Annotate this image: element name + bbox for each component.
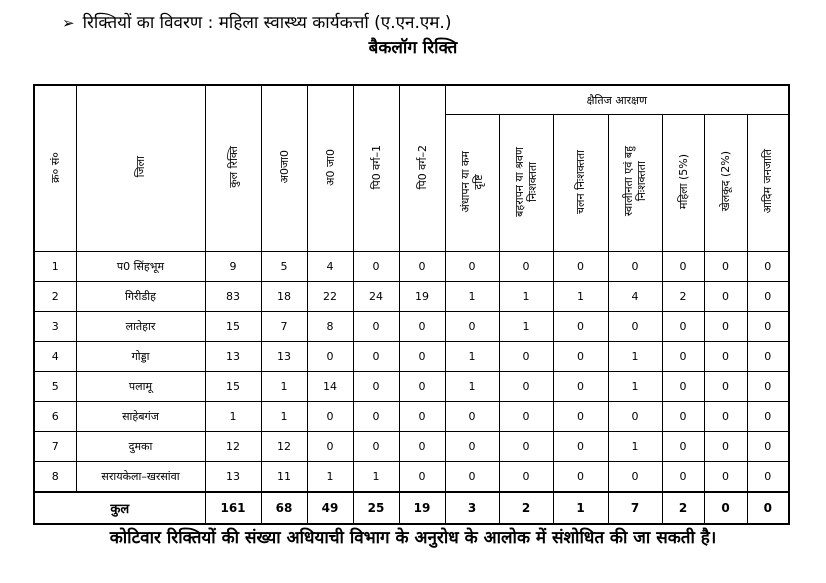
- total-cell: 3: [445, 492, 499, 524]
- cell-autism: 0: [608, 402, 662, 432]
- cell-loco: 0: [553, 402, 608, 432]
- total-cell: 1: [553, 492, 608, 524]
- cell-women: 2: [662, 282, 704, 312]
- header-tribal: आदिम जनजाति: [747, 115, 789, 252]
- cell-district: गिरीडीह: [76, 282, 205, 312]
- total-cell: 161: [205, 492, 261, 524]
- cell-sports: 0: [704, 402, 747, 432]
- cell-sc: 13: [261, 342, 307, 372]
- header-sc: अ0जा0: [261, 85, 307, 252]
- cell-bc1: 0: [353, 312, 399, 342]
- cell-total: 13: [205, 462, 261, 493]
- cell-autism: 0: [608, 312, 662, 342]
- cell-deaf: 1: [499, 282, 553, 312]
- total-cell: 2: [662, 492, 704, 524]
- cell-sc: 12: [261, 432, 307, 462]
- cell-sports: 0: [704, 252, 747, 282]
- cell-deaf: 0: [499, 432, 553, 462]
- cell-total: 12: [205, 432, 261, 462]
- cell-autism: 1: [608, 342, 662, 372]
- arrow-bullet-icon: ➢: [62, 14, 75, 32]
- cell-deaf: 1: [499, 312, 553, 342]
- cell-st: 14: [307, 372, 353, 402]
- cell-women: 0: [662, 252, 704, 282]
- cell-bc1: 0: [353, 402, 399, 432]
- cell-tribal: 0: [747, 312, 789, 342]
- header-deaf: बहरापन या श्रवण निःशक्तता: [499, 115, 553, 252]
- table-row: [34, 402, 789, 432]
- page-title: [62, 10, 451, 33]
- cell-deaf: 0: [499, 462, 553, 493]
- table-row: [34, 312, 789, 342]
- cell-women: 0: [662, 432, 704, 462]
- cell-total: 83: [205, 282, 261, 312]
- cell-tribal: 0: [747, 372, 789, 402]
- cell-autism: 4: [608, 282, 662, 312]
- cell-sports: 0: [704, 372, 747, 402]
- cell-total: 9: [205, 252, 261, 282]
- cell-st: 0: [307, 402, 353, 432]
- cell-sports: 0: [704, 342, 747, 372]
- total-row: [34, 492, 789, 524]
- title-text: रिक्तियों का विवरण : महिला स्वास्थ्य कार्यकर्त्ता (ए.एन.एम.): [82, 13, 452, 33]
- table-row: [34, 252, 789, 282]
- cell-sc: 18: [261, 282, 307, 312]
- cell-loco: 0: [553, 312, 608, 342]
- cell-district: लातेहार: [76, 312, 205, 342]
- header-locomotor: चलन निःशक्तता: [553, 115, 608, 252]
- header-women: महिला (5%): [662, 115, 704, 252]
- cell-district: साहेबगंज: [76, 402, 205, 432]
- footnote: कोटिवार रिक्तियों की संख्या अधियाची विभाग के अनुरोध के आलोक में संशोधित की जा सकती है।: [109, 528, 717, 548]
- cell-tribal: 0: [747, 462, 789, 493]
- cell-women: 0: [662, 342, 704, 372]
- cell-blind: 0: [445, 252, 499, 282]
- cell-sn: 1: [34, 252, 76, 282]
- cell-sports: 0: [704, 312, 747, 342]
- header-sports: खेलकूद (2%): [704, 115, 747, 252]
- cell-loco: 0: [553, 462, 608, 493]
- cell-sn: 2: [34, 282, 76, 312]
- cell-sc: 1: [261, 402, 307, 432]
- cell-district: पलामू: [76, 372, 205, 402]
- cell-deaf: 0: [499, 342, 553, 372]
- cell-deaf: 0: [499, 402, 553, 432]
- cell-loco: 0: [553, 342, 608, 372]
- table-row: [34, 342, 789, 372]
- cell-blind: 0: [445, 402, 499, 432]
- header-total: कुल रिक्ति: [205, 85, 261, 252]
- cell-sc: 11: [261, 462, 307, 493]
- cell-bc2: 0: [399, 462, 445, 493]
- cell-bc2: 0: [399, 432, 445, 462]
- total-cell: 7: [608, 492, 662, 524]
- cell-sn: 6: [34, 402, 76, 432]
- table-row: [34, 432, 789, 462]
- cell-district: गोड्डा: [76, 342, 205, 372]
- cell-st: 4: [307, 252, 353, 282]
- total-cell: 0: [747, 492, 789, 524]
- cell-women: 0: [662, 402, 704, 432]
- cell-sc: 5: [261, 252, 307, 282]
- cell-bc2: 0: [399, 342, 445, 372]
- cell-total: 1: [205, 402, 261, 432]
- cell-bc2: 0: [399, 312, 445, 342]
- table-row: [34, 462, 789, 493]
- cell-sc: 7: [261, 312, 307, 342]
- total-cell: 25: [353, 492, 399, 524]
- header-district: जिला: [76, 85, 205, 252]
- header-autism: स्वालीनता एवं बहु निःशक्तता: [608, 115, 662, 252]
- cell-bc2: 0: [399, 372, 445, 402]
- cell-tribal: 0: [747, 282, 789, 312]
- total-cell: 2: [499, 492, 553, 524]
- cell-women: 0: [662, 462, 704, 493]
- cell-total: 15: [205, 372, 261, 402]
- cell-tribal: 0: [747, 432, 789, 462]
- cell-bc2: 0: [399, 402, 445, 432]
- total-cell: 0: [704, 492, 747, 524]
- cell-women: 0: [662, 372, 704, 402]
- cell-women: 0: [662, 312, 704, 342]
- cell-tribal: 0: [747, 252, 789, 282]
- vacancy-table: [33, 84, 790, 525]
- cell-sn: 7: [34, 432, 76, 462]
- cell-st: 1: [307, 462, 353, 493]
- cell-sn: 4: [34, 342, 76, 372]
- table-body: [34, 252, 789, 493]
- cell-bc1: 0: [353, 252, 399, 282]
- cell-st: 0: [307, 342, 353, 372]
- cell-sn: 3: [34, 312, 76, 342]
- cell-bc2: 19: [399, 282, 445, 312]
- header-bc2: पि0 वर्ग–2: [399, 85, 445, 252]
- cell-deaf: 0: [499, 372, 553, 402]
- header-horizontal-reservation: क्षैतिज आरक्षण: [445, 85, 789, 115]
- header-blind: अंधापन या कम दृष्टि: [445, 115, 499, 252]
- cell-autism: 0: [608, 462, 662, 493]
- cell-sports: 0: [704, 282, 747, 312]
- cell-tribal: 0: [747, 402, 789, 432]
- cell-blind: 1: [445, 342, 499, 372]
- cell-blind: 1: [445, 372, 499, 402]
- table-row: [34, 282, 789, 312]
- cell-bc1: 0: [353, 342, 399, 372]
- cell-loco: 0: [553, 432, 608, 462]
- header-bc1: पि0 वर्ग–1: [353, 85, 399, 252]
- total-cell: 68: [261, 492, 307, 524]
- cell-bc1: 0: [353, 432, 399, 462]
- page-subtitle: बैकलॉग रिक्ति: [368, 38, 458, 58]
- cell-total: 13: [205, 342, 261, 372]
- cell-bc2: 0: [399, 252, 445, 282]
- cell-loco: 0: [553, 252, 608, 282]
- cell-bc1: 24: [353, 282, 399, 312]
- cell-sn: 5: [34, 372, 76, 402]
- cell-autism: 1: [608, 372, 662, 402]
- cell-sports: 0: [704, 432, 747, 462]
- cell-st: 22: [307, 282, 353, 312]
- cell-loco: 1: [553, 282, 608, 312]
- cell-blind: 1: [445, 282, 499, 312]
- cell-st: 8: [307, 312, 353, 342]
- cell-tribal: 0: [747, 342, 789, 372]
- header-st: अ0 जा0: [307, 85, 353, 252]
- cell-autism: 1: [608, 432, 662, 462]
- table-row: [34, 372, 789, 402]
- cell-district: प0 सिंहभूम: [76, 252, 205, 282]
- cell-district: दुमका: [76, 432, 205, 462]
- cell-st: 0: [307, 432, 353, 462]
- cell-deaf: 0: [499, 252, 553, 282]
- cell-sc: 1: [261, 372, 307, 402]
- cell-blind: 0: [445, 432, 499, 462]
- cell-loco: 0: [553, 372, 608, 402]
- total-cell: 49: [307, 492, 353, 524]
- cell-total: 15: [205, 312, 261, 342]
- cell-sports: 0: [704, 462, 747, 493]
- cell-blind: 0: [445, 312, 499, 342]
- cell-bc1: 1: [353, 462, 399, 493]
- cell-sn: 8: [34, 462, 76, 493]
- cell-bc1: 0: [353, 372, 399, 402]
- cell-district: सरायकेला–खरसांवा: [76, 462, 205, 493]
- cell-blind: 0: [445, 462, 499, 493]
- total-label: कुल: [34, 492, 205, 524]
- total-cell: 19: [399, 492, 445, 524]
- header-sn: क्र० सं०: [34, 85, 76, 252]
- cell-autism: 0: [608, 252, 662, 282]
